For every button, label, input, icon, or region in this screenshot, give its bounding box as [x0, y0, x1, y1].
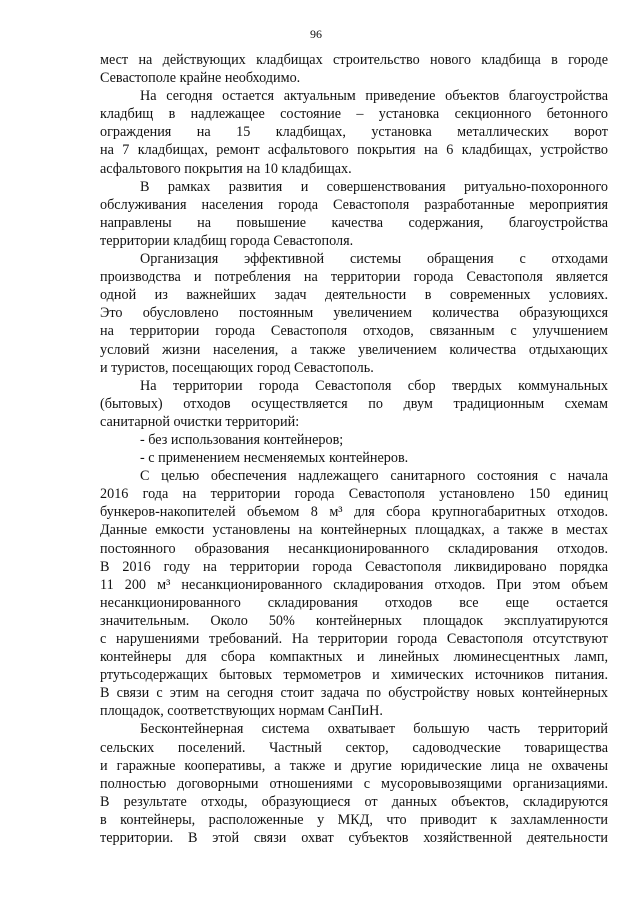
text-line: На сегодня остается актуальным приведение объектов благоустройства: [140, 88, 608, 105]
text-line: Севастополе крайне необходимо.: [100, 70, 301, 87]
text-line: Данные емкости установлены на контейнерных площадках, а также в местах: [100, 522, 608, 539]
text-line: (бытовых) отходов осуществляется по двум традиционным схемам: [100, 395, 608, 412]
text-line: В связи с этим на сегодня стоит задача по обустройству новых контейнерных: [100, 685, 608, 702]
text-line: На территории города Севастополя сбор твердых коммунальных: [140, 377, 608, 394]
text-line: ограждения на 15 кладбищах, установка металлических ворот: [100, 124, 608, 141]
text-line: Организация эффективной системы обращения с отходами: [140, 251, 608, 268]
text-line: В 2016 году на территории города Севастополя ликвидировано порядка: [100, 558, 608, 575]
text-line: Это обусловлено постоянным увеличением количества образующихся: [100, 305, 608, 322]
text-line: одной из важнейших задач деятельности в современных условиях.: [100, 287, 608, 304]
text-line: с нарушениями требований. На территории города Севастополя отсутствуют: [100, 631, 608, 647]
text-line: в контейнеры, расположенные у МКД, что приводит к захламленности: [100, 811, 608, 828]
text-line: несанкционированного складирования отходов все еще остается: [100, 594, 608, 611]
text-line: контейнеры для сбора компактных и линейных люминесцентных ламп,: [100, 649, 608, 666]
text-line: направлены на повышение качества содержания, благоустройства: [100, 214, 608, 231]
text-line: территории кладбищ города Севастополя.: [100, 232, 354, 249]
list-item: - с применением несменяемых контейнеров.: [140, 450, 409, 467]
text-line: В результате отходы, образующиеся от данных объектов, складируются: [100, 793, 608, 810]
text-line: полностью договорными отношениями с мусоровывозящими организациями.: [100, 775, 608, 792]
text-line: бункеров-накопителей объемом 8 м³ для сбора крупногабаритных отходов.: [100, 504, 608, 521]
body-text: [100, 51, 608, 847]
text-line: сельских поселений. Частный сектор, садоводческие товарищества: [100, 739, 608, 756]
text-line: и туристов, посещающих город Севастополь.: [100, 359, 374, 376]
text-line: обслуживания населения города Севастополя разработанные мероприятия: [100, 196, 608, 213]
text-line: значительным. Около 50% контейнерных площадок эксплуатируются: [100, 612, 608, 629]
text-line: производства и потребления на территории города Севастополя является: [100, 269, 608, 286]
text-line: площадок, соответствующих нормам СанПиН.: [100, 703, 383, 720]
text-line: В рамках развития и совершенствования ритуально-похоронного: [140, 178, 608, 195]
text-line: Бесконтейнерная система охватывает большую часть территорий: [140, 721, 608, 738]
text-line: постоянного образования несанкционированного складирования отходов.: [100, 540, 608, 557]
text-line: условий жизни населения, а также увеличением количества отдыхающих: [100, 341, 608, 358]
text-line: кладбищ в надлежащее состояние – установка секционного бетонного: [100, 106, 608, 123]
text-line: асфальтового покрытия на 10 кладбищах.: [100, 160, 352, 177]
text-line: 2016 года на территории города Севастополя установлено 150 единиц: [100, 486, 608, 503]
list-item: - без использования контейнеров;: [140, 431, 344, 448]
text-line: и гаражные кооперативы, а также и другие юридические лица не охвачены: [100, 757, 608, 774]
text-line: С целью обеспечения надлежащего санитарного состояния с начала: [140, 468, 608, 485]
text-line: территории. В этой связи охват субъектов хозяйственной деятельности: [100, 830, 608, 847]
text-line: 11 200 м³ несанкционированного складирования отходов. При этом объем: [100, 576, 608, 593]
page-number: 96: [310, 27, 322, 41]
text-line: на территории города Севастополя отходов, связанным с улучшением: [100, 323, 608, 340]
text-line: на 7 кладбищах, ремонт асфальтового покрытия на 6 кладбищах, устройство: [100, 142, 608, 159]
text-line: санитарной очистки территорий:: [100, 413, 300, 430]
text-line: мест на действующих кладбищах строительство нового кладбища в городе: [100, 52, 608, 68]
text-line: ртутьсодержащих бытовых термометров и химических источников питания.: [100, 667, 608, 684]
